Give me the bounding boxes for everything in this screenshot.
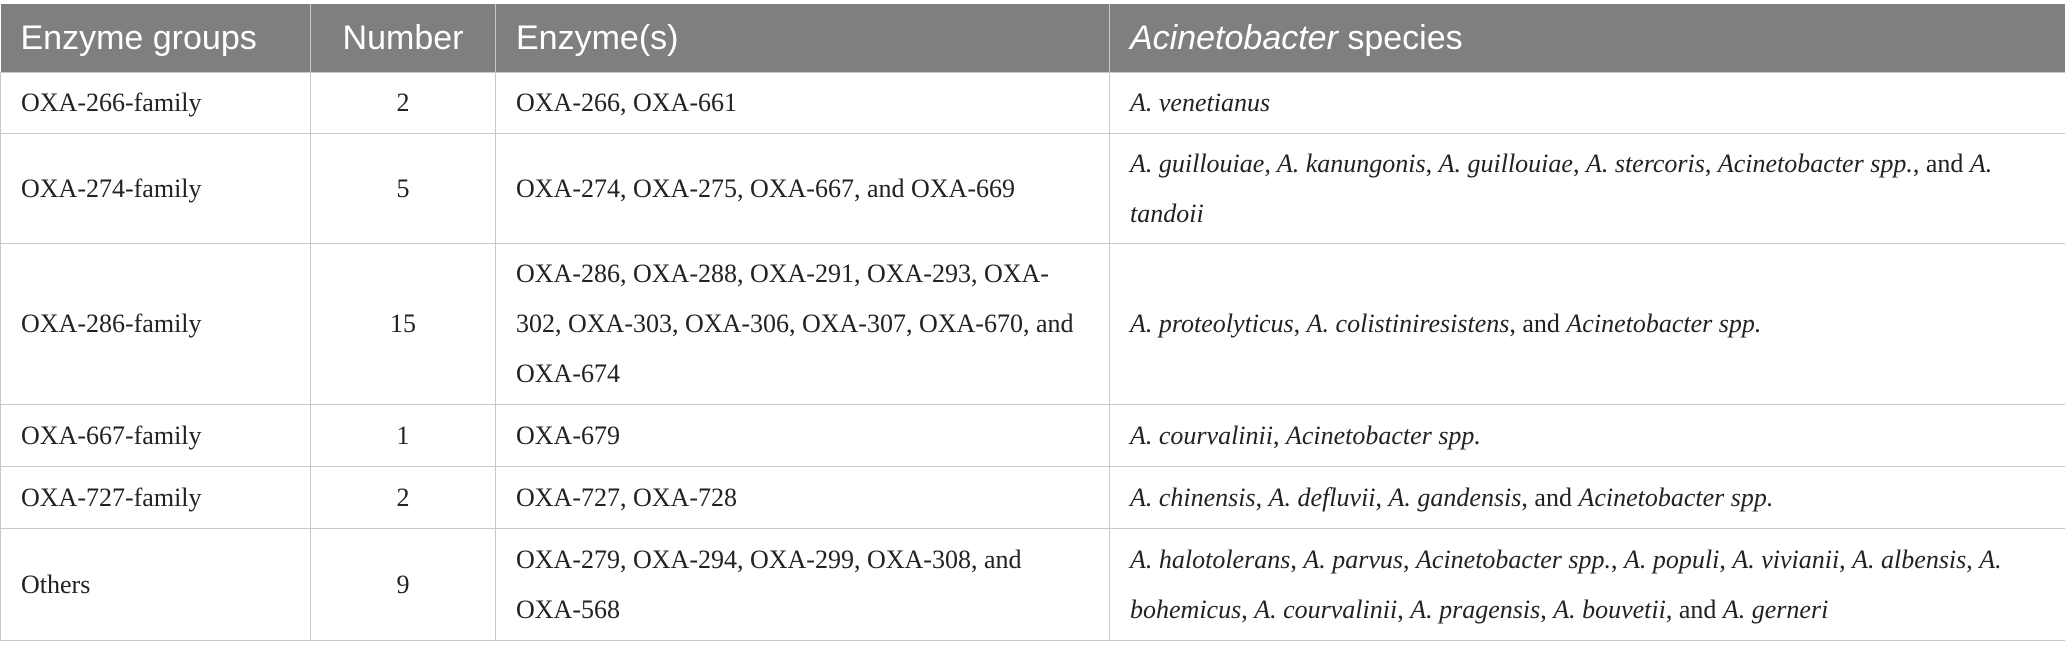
cell-enzymes: OXA-679 [496, 405, 1110, 467]
cell-species [1110, 244, 2065, 405]
cell-group: OXA-727-family [1, 467, 311, 529]
species-name: A. courvalinii [1130, 420, 1273, 450]
species-separator: , [1397, 594, 1411, 624]
table-row [1, 467, 2065, 529]
table-row [1, 73, 2065, 134]
cell-enzymes: OXA-727, OXA-728 [496, 467, 1110, 529]
cell-group: OXA-286-family [1, 244, 311, 405]
species-name: A. chinensis [1130, 482, 1256, 512]
table-header-row [1, 4, 2065, 73]
species-separator: , [1272, 420, 1286, 450]
table-row [1, 529, 2065, 641]
species-name: Acinetobacter spp. [1566, 309, 1762, 338]
species-separator: , [1966, 544, 1980, 574]
species-separator: , [1719, 544, 1733, 574]
species-separator: , and [1521, 482, 1579, 512]
cell-number: 2 [311, 73, 496, 134]
cell-number: 1 [311, 405, 496, 467]
cell-species [1110, 467, 2065, 529]
species-separator: , [1610, 544, 1624, 574]
cell-enzymes: OXA-266, OXA-661 [496, 73, 1110, 134]
species-name: A. stercoris [1585, 148, 1705, 178]
species-name: A. gerneri [1722, 594, 1829, 624]
species-separator: , [1540, 594, 1554, 624]
species-name: A. defluvii [1268, 482, 1376, 512]
header-species [1110, 4, 2065, 73]
species-name: A. gandensis [1388, 482, 1522, 512]
cell-group: OXA-667-family [1, 405, 311, 467]
species-name: A. vivianii [1732, 544, 1840, 574]
species-name: A. venetianus [1130, 88, 1271, 117]
cell-enzymes: OXA-274, OXA-275, OXA-667, and OXA-669 [496, 134, 1110, 244]
cell-species [1110, 134, 2065, 244]
table-row [1, 134, 2065, 244]
species-name: A. albensis [1852, 544, 1967, 574]
species-name: A. bouvetii [1553, 594, 1666, 624]
cell-species [1110, 405, 2065, 467]
cell-number: 9 [311, 529, 496, 641]
header-enzymes: Enzyme(s) [496, 4, 1110, 73]
species-separator: , [1255, 482, 1269, 512]
species-separator: , and [1912, 148, 1970, 178]
species-name: A. parvus [1303, 544, 1404, 574]
species-name: A. colistiniresistens [1306, 309, 1510, 338]
cell-number: 2 [311, 467, 496, 529]
species-name: Acinetobacter spp. [1717, 148, 1913, 178]
species-separator: , [1572, 148, 1586, 178]
cell-group: OXA-266-family [1, 73, 311, 134]
cell-group: Others [1, 529, 311, 641]
header-enzyme-groups: Enzyme groups [1, 4, 311, 73]
species-name: A. pragensis [1410, 594, 1541, 624]
species-separator: , [1425, 148, 1439, 178]
species-name: A. courvalinii [1254, 594, 1398, 624]
species-separator: , [1290, 544, 1304, 574]
species-separator: , and [1509, 309, 1567, 338]
species-name: A. tandoii [1130, 148, 1993, 228]
header-number: Number [311, 4, 496, 73]
species-name: A. bohemicus [1130, 544, 2002, 624]
cell-number: 15 [311, 244, 496, 405]
cell-enzymes: OXA-279, OXA-294, OXA-299, OXA-308, and OXA-568 [496, 529, 1110, 641]
species-name: A. halotolerans [1130, 544, 1291, 574]
species-separator: , [1241, 594, 1255, 624]
species-separator: , [1375, 482, 1389, 512]
cell-species [1110, 73, 2065, 134]
species-name: A. guillouiae, A. kanungonis [1130, 148, 1426, 178]
cell-number: 5 [311, 134, 496, 244]
cell-group: OXA-274-family [1, 134, 311, 244]
cell-species [1110, 529, 2065, 641]
species-separator: , [1839, 544, 1853, 574]
species-name: Acinetobacter spp. [1416, 544, 1611, 574]
species-name: A. guillouiae [1438, 148, 1573, 178]
header-species-suffix: species [1337, 18, 1463, 57]
species-separator: , [1403, 544, 1417, 574]
species-name: Acinetobacter spp. [1285, 420, 1481, 450]
header-species-genus: Acinetobacter [1130, 18, 1338, 57]
species-name: A. populi [1623, 544, 1720, 574]
enzyme-table [0, 4, 2065, 641]
species-separator: , and [1665, 594, 1723, 624]
table-row [1, 244, 2065, 405]
species-name: A. proteolyticus [1130, 309, 1294, 338]
species-separator: , [1704, 148, 1718, 178]
species-name: Acinetobacter spp. [1578, 482, 1774, 512]
cell-enzymes: OXA-286, OXA-288, OXA-291, OXA-293, OXA-302, OXA-303, OXA-306, OXA-307, OXA-670, and OXA-674 [496, 244, 1110, 405]
species-separator: , [1293, 309, 1307, 338]
table-row [1, 405, 2065, 467]
